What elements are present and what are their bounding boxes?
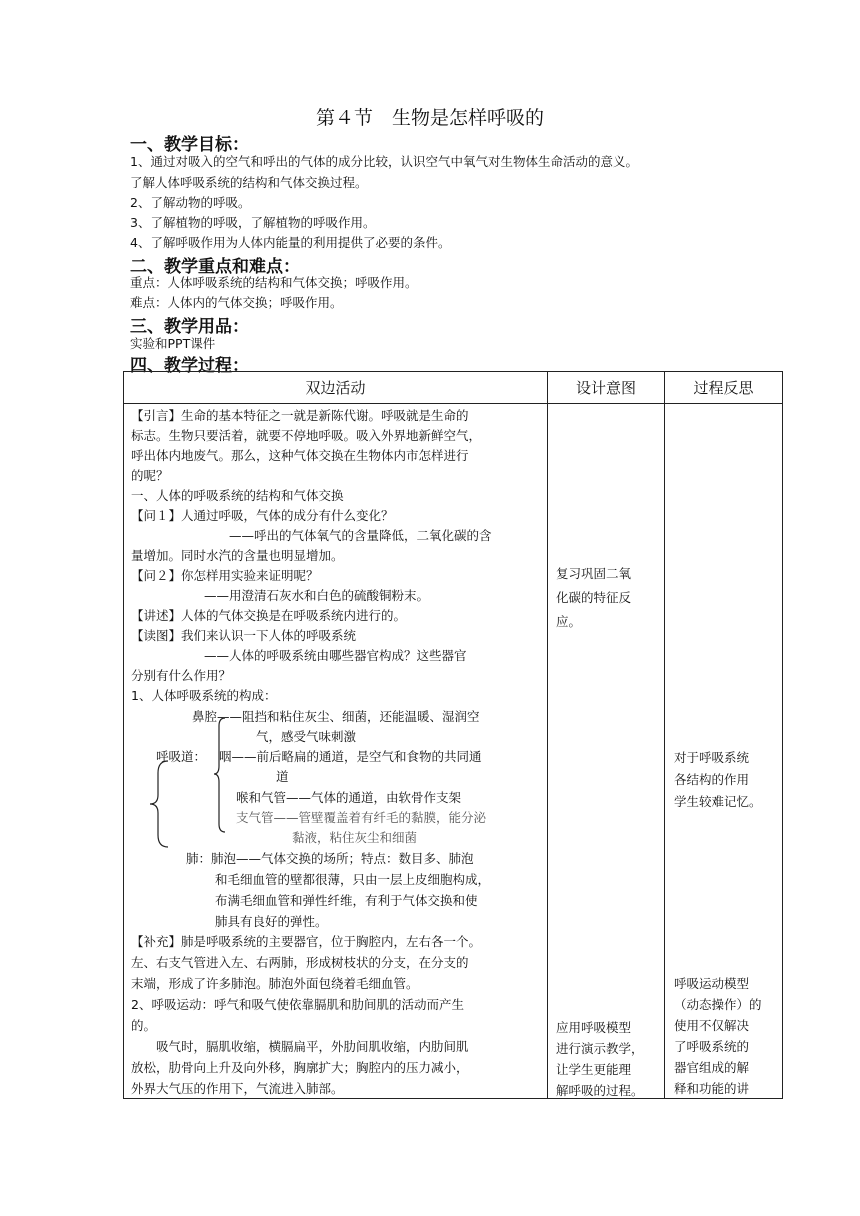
activity-line: 标志。生物只要活着，就要不停地呼吸。吸入外界地新鲜空气，: [131, 428, 482, 443]
activity-cell: [124, 404, 548, 1099]
materials-heading: 三、教学用品：: [130, 317, 249, 337]
intent-line: 化碳的特征反: [556, 590, 632, 605]
reflection-line: 对于呼吸系统: [674, 750, 750, 765]
keypoint-line: 重点：人体呼吸系统的结构和气体交换；呼吸作用。: [130, 275, 418, 290]
lung-line: 布满毛细血管和弹性纤维，有利于气体交换和使: [215, 893, 478, 908]
goal-line: 1、通过对吸入的空气和呼出的气体的成分比较，认识空气中氧气对生物体生命活动的意义。: [130, 154, 638, 169]
process-table: [123, 371, 783, 1099]
intent-cell: [548, 404, 665, 1099]
activity-line: 吸气时，膈肌收缩，横膈扁平，外肋间肌收缩，内肋间肌: [156, 1039, 469, 1054]
airway-label: 呼吸道：: [156, 749, 207, 764]
activity-line: 1、人体呼吸系统的构成：: [131, 688, 277, 703]
activity-line: 一、人体的呼吸系统的结构和气体交换: [131, 488, 344, 503]
airway-brace-icon: [212, 716, 226, 834]
activity-line: 呼出体内地废气。那么，这种气体交换在生物体内市怎样进行: [131, 448, 469, 463]
keypoints-heading: 二、教学重点和难点：: [130, 257, 300, 277]
goal-line: 4、了解呼吸作用为人体内能量的利用提供了必要的条件。: [130, 235, 451, 250]
activity-line: 的。: [131, 1018, 157, 1033]
activity-line: 末端，形成了许多肺泡。肺泡外面包绕着毛细血管。: [131, 976, 419, 991]
larynx-line: 喉和气管——气体的通道，由软骨作支架: [236, 790, 462, 805]
lung-line: 肺：肺泡——气体交换的场所；特点：数目多、肺泡: [186, 851, 474, 866]
pharynx-line: 咽——前后略扁的通道，是空气和食物的共同通: [219, 749, 482, 764]
activity-line: 左、右支气管进入左、右两肺，形成树枝状的分支，在分支的: [131, 955, 469, 970]
header-intent: 设计意图: [548, 372, 665, 404]
outer-brace-icon: [148, 759, 170, 849]
page-title: 第４节 生物是怎样呼吸的: [315, 107, 544, 129]
pharynx-line: 道: [276, 769, 289, 784]
reflection-line: 使用不仅解决: [674, 1018, 750, 1033]
materials-line: 实验和PPT课件: [130, 336, 216, 351]
activity-line: 放松，肋骨向上升及向外移，胸廓扩大；胸腔内的压力减小，: [131, 1060, 469, 1075]
goal-line: 了解人体呼吸系统的结构和气体交换过程。: [130, 175, 368, 190]
intent-line: 让学生更能理: [556, 1062, 632, 1077]
keypoint-line: 难点：人体内的气体交换；呼吸作用。: [130, 295, 343, 310]
activity-line: 【讲述】人体的气体交换是在呼吸系统内进行的。: [131, 608, 407, 623]
activity-line: 分别有什么作用？: [131, 668, 232, 683]
reflection-cell: [665, 404, 783, 1099]
reflection-line: （动态操作）的: [674, 997, 762, 1012]
activity-line: 【补充】肺是呼吸系统的主要器官，位于胸腔内，左右各一个。: [131, 934, 482, 949]
intent-line: 进行演示教学，: [556, 1041, 644, 1056]
header-activity: 双边活动: [124, 372, 548, 404]
activity-line: 【问１】人通过呼吸，气体的成分有什么变化？: [131, 508, 394, 523]
activity-line: ——呼出的气体氧气的含量降低，二氧化碳的含: [229, 528, 492, 543]
activity-line: 【问２】你怎样用实验来证明呢？: [131, 568, 319, 583]
process-heading: 四、教学过程：: [130, 356, 249, 376]
nasal-line: 鼻腔——阻挡和粘住灰尘、细菌，还能温暖、湿润空: [192, 709, 480, 724]
reflection-line: 学生较难记忆。: [674, 794, 762, 809]
nasal-line: 气，感受气味刺激: [256, 729, 357, 744]
reflection-line: 释和功能的讲: [674, 1081, 750, 1096]
goals-heading: 一、教学目标：: [130, 135, 249, 155]
activity-line: 【读图】我们来认识一下人体的呼吸系统: [131, 628, 357, 643]
activity-line: ——用澄清石灰水和白色的硫酸铜粉末。: [204, 588, 430, 603]
intent-line: 应。: [556, 614, 582, 629]
reflection-line: 了呼吸系统的: [674, 1039, 750, 1054]
intent-line: 应用呼吸模型: [556, 1020, 632, 1035]
reflection-line: 器官组成的解: [674, 1060, 750, 1075]
activity-line: 量增加。同时水汽的含量也明显增加。: [131, 548, 344, 563]
activity-line: ——人体的呼吸系统由哪些器官构成？这些器官: [204, 648, 467, 663]
goal-line: 3、了解植物的呼吸，了解植物的呼吸作用。: [130, 215, 376, 230]
lung-line: 肺具有良好的弹性。: [215, 914, 328, 929]
header-reflection: 过程反思: [665, 372, 783, 404]
bronchi-line: 支气管——管壁覆盖着有纤毛的黏膜，能分泌: [236, 810, 487, 825]
intent-line: 解呼吸的过程。: [556, 1083, 644, 1098]
goal-line: 2、了解动物的呼吸。: [130, 195, 251, 210]
bronchi-line: 黏液，粘住灰尘和细菌: [292, 830, 418, 845]
activity-line: 外界大气压的作用下，气流进入肺部。: [131, 1081, 344, 1096]
lung-line: 和毛细血管的壁都很薄，只由一层上皮细胞构成，: [215, 872, 491, 887]
reflection-line: 各结构的作用: [674, 772, 750, 787]
activity-line: 2、呼吸运动：呼气和吸气使依靠膈肌和肋间肌的活动而产生: [131, 997, 464, 1012]
activity-line: 【引言】生命的基本特征之一就是新陈代谢。呼吸就是生命的: [131, 408, 469, 423]
reflection-line: 呼吸运动模型: [674, 976, 750, 991]
activity-line: 的呢？: [131, 468, 169, 483]
intent-line: 复习巩固二氧: [556, 566, 632, 581]
